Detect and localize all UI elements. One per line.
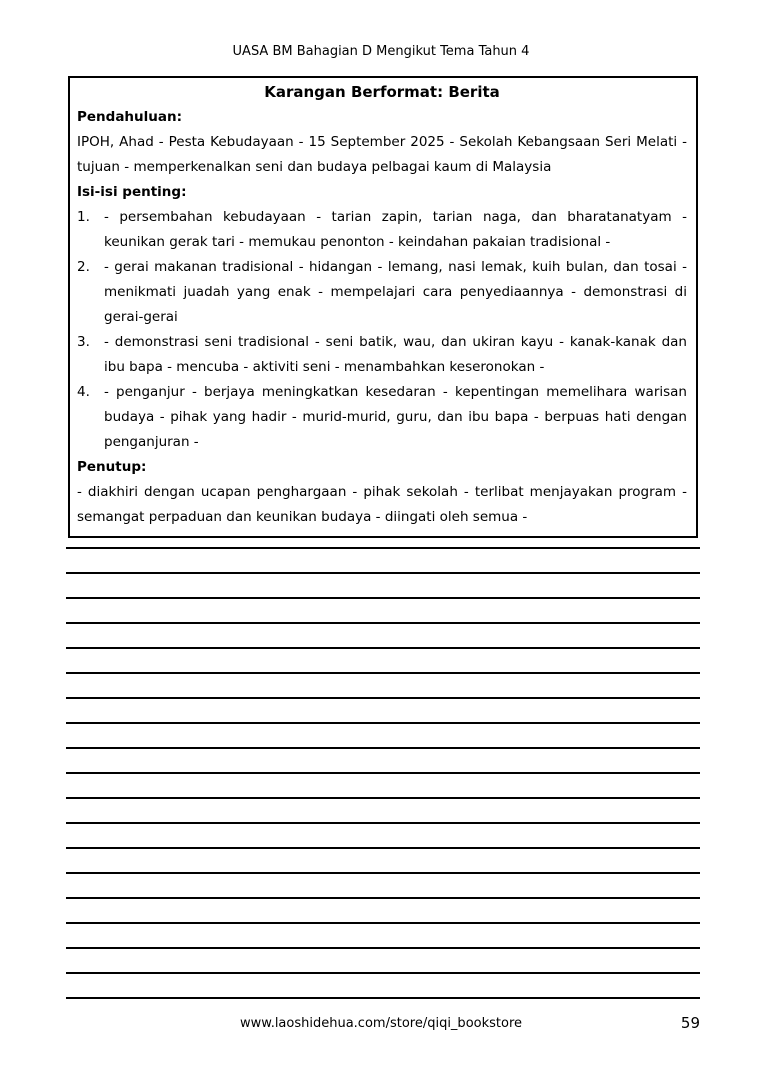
list-item-text: - demonstrasi seni tradisional - seni batik, wau, dan ukiran kayu - kanak-kanak dan ibu bapa - mencuba - aktiviti seni - menambahkan keseronokan - — [104, 334, 687, 375]
answer-line — [66, 899, 700, 924]
list-item-text: - gerai makanan tradisional - hidangan - lemang, nasi lemak, kuih bulan, dan tosai - menikmati juadah yang enak - mempelajari cara penyediaannya - demonstrasi di gerai-gerai — [104, 259, 687, 325]
answer-line — [66, 774, 700, 799]
list-item-text: - penganjur - berjaya meningkatkan kesedaran - kepentingan memelihara warisan budaya - pihak yang hadir - murid-murid, guru, dan ibu bapa - berpuas hati dengan penganjuran - — [104, 384, 687, 450]
list-item — [77, 380, 687, 455]
answer-line — [66, 549, 700, 574]
answer-line — [66, 699, 700, 724]
penutup-text: - diakhiri dengan ucapan penghargaan - pihak sekolah - terlibat menjayakan program - semangat perpaduan dan keunikan budaya - diingati oleh semua - — [77, 484, 687, 525]
answer-line — [66, 924, 700, 949]
worksheet-title: Karangan Berformat: Berita — [264, 83, 500, 101]
answer-line — [66, 874, 700, 899]
list-item-number: 2. — [77, 259, 90, 275]
answer-line — [66, 599, 700, 624]
answer-line — [66, 749, 700, 774]
answer-line — [66, 949, 700, 974]
pendahuluan-label: Pendahuluan: — [77, 109, 183, 125]
answer-line — [66, 674, 700, 699]
pendahuluan-text: IPOH, Ahad - Pesta Kebudayaan - 15 September 2025 - Sekolah Kebangsaan Seri Melati - tujuan - memperkenalkan seni dan budaya pelbagai kaum di Malaysia — [77, 134, 687, 175]
answer-line — [66, 974, 700, 999]
answer-line — [66, 799, 700, 824]
list-item — [77, 330, 687, 380]
worksheet-box — [68, 76, 698, 538]
answer-line — [66, 574, 700, 599]
penutup-label: Penutup: — [77, 459, 147, 475]
page-header-title: UASA BM Bahagian D Mengikut Tema Tahun 4 — [232, 44, 530, 59]
answer-line — [66, 624, 700, 649]
answer-line — [66, 649, 700, 674]
list-item — [77, 255, 687, 330]
page-number: 59 — [680, 1014, 700, 1032]
answer-line — [66, 724, 700, 749]
list-item — [77, 205, 687, 255]
footer-url: www.laoshidehua.com/store/qiqi_bookstore — [239, 1016, 523, 1031]
answer-line — [66, 824, 700, 849]
answer-lines — [66, 527, 700, 999]
answer-line — [66, 527, 700, 549]
list-item-number: 3. — [77, 334, 90, 350]
list-item-number: 4. — [77, 384, 90, 400]
answer-line — [66, 849, 700, 874]
isi-penting-label: Isi-isi penting: — [77, 184, 187, 200]
list-item-number: 1. — [77, 209, 90, 225]
list-item-text: - persembahan kebudayaan - tarian zapin, tarian naga, dan bharatanatyam - keunikan gerak tari - memukau penonton - keindahan pakaian tradisional - — [104, 209, 687, 250]
